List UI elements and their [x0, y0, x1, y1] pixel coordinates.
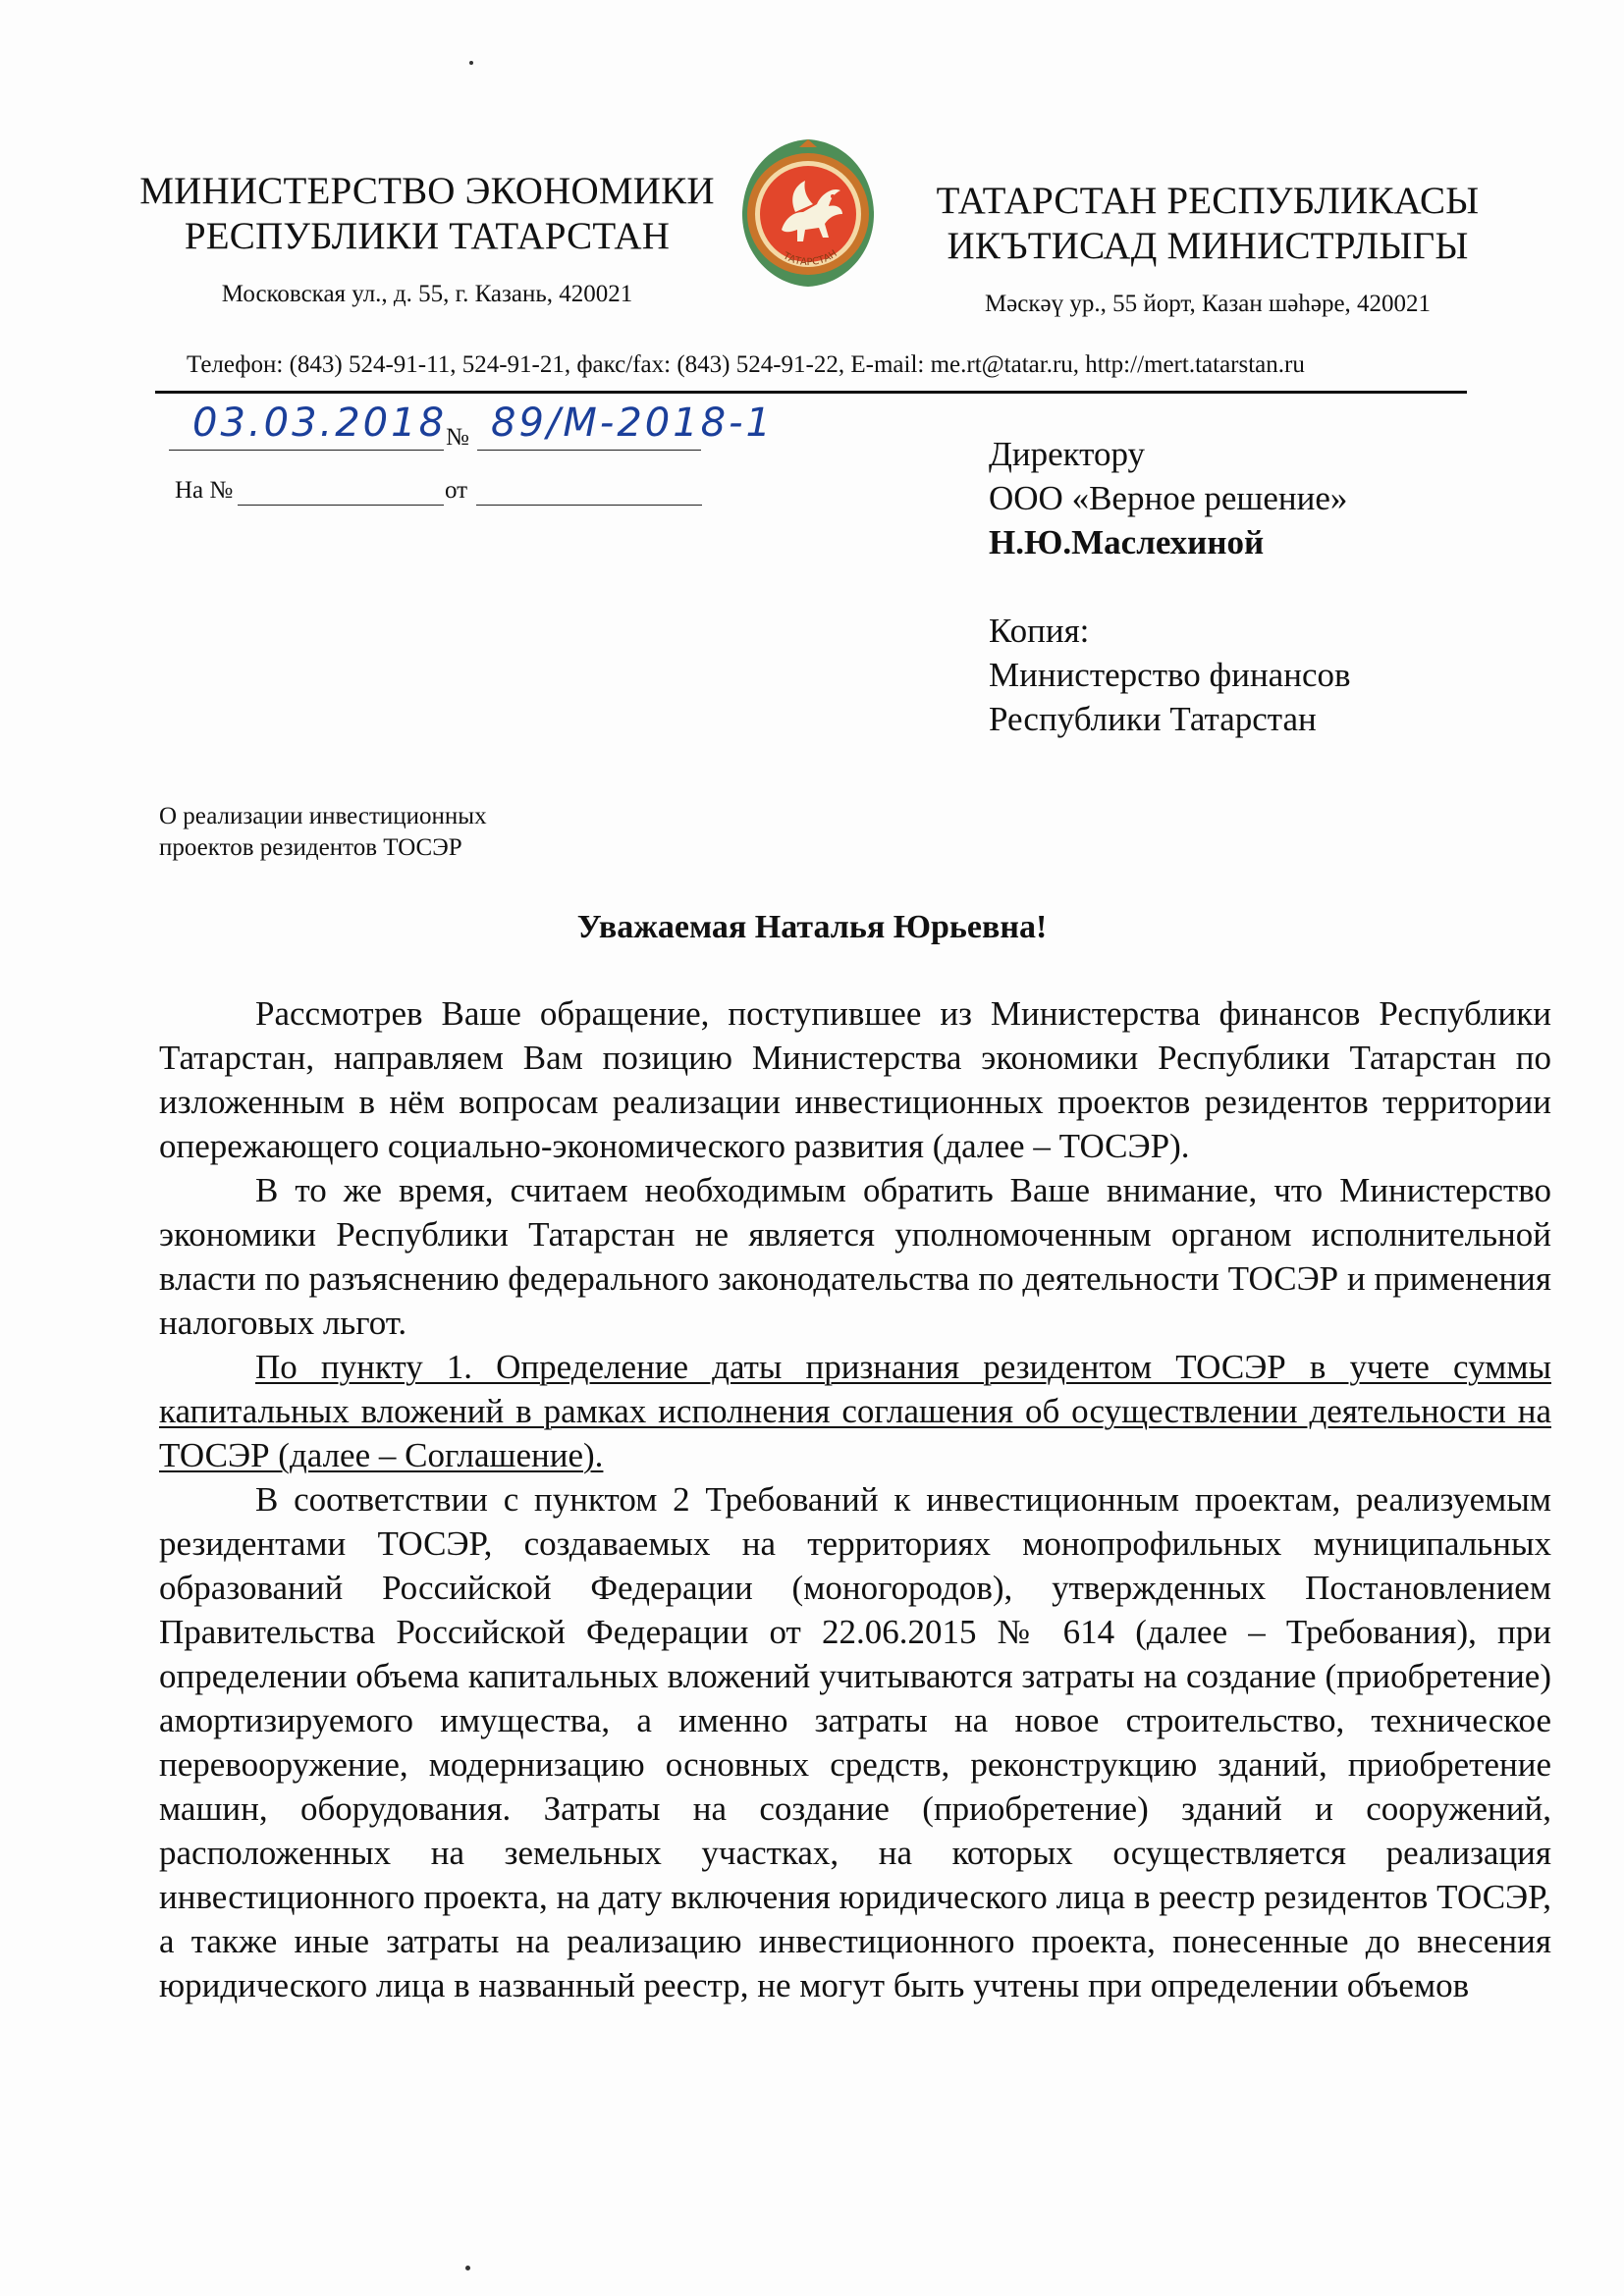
- addressee-company: ООО «Верное решение»: [989, 479, 1348, 517]
- registration-date-underline: [169, 450, 444, 451]
- ministry-address-tatar: Мәскәү ур., 55 йорт, Казан шәһәре, 420021: [984, 291, 1432, 317]
- registration-number-underline: [477, 450, 701, 451]
- registration-date: 03.03.2018: [192, 400, 448, 446]
- emblem-seal-text: ТАТАРСТАН: [781, 248, 839, 269]
- registration-number: 89/М-2018-1: [491, 400, 774, 446]
- letter-body: [159, 991, 1551, 2007]
- body-paragraph: В то же время, считаем необходимым обратить Ваше внимание, что Министерство экономики Республики Татарстан не является уполномоченным органом исполнительной власти по разъяснению федерального законодательства по деятельности ТОСЭР и применения налоговых льгот.: [159, 1171, 1551, 1342]
- copy-recipient-line-2: Республики Татарстан: [989, 700, 1317, 738]
- salutation: Уважаемая Наталья Юрьевна!: [576, 909, 1048, 945]
- letter-subject: [159, 801, 487, 864]
- ministry-address-russian: Московская ул., д. 55, г. Казань, 420021: [221, 281, 633, 307]
- body-paragraph-underlined: По пункту 1. Определение даты признания резидентом ТОСЭР в учете суммы капитальных вложений в рамках исполнения соглашения об осуществлении деятельности на ТОСЭР (далее – Соглашение).: [159, 1348, 1551, 1474]
- reference-number-label: На №: [175, 477, 234, 504]
- ministry-name-tatar-line-1: ТАТАРСТАН РЕСПУБЛИКАСЫ: [936, 180, 1480, 222]
- reference-date-blank: [476, 505, 702, 506]
- header-divider: [155, 391, 1467, 394]
- tatarstan-emblem-icon: [734, 135, 882, 293]
- body-paragraph: Рассмотрев Ваше обращение, поступившее из Министерства финансов Республики Татарстан, направляем Вам позицию Министерства экономики Республики Татарстан по изложенным в нём вопросам реализации инвестиционных проектов резидентов территории опережающего социально-экономического развития (далее – ТОСЭР).: [159, 994, 1551, 1165]
- ministry-name-tatar-line-2: ИКЪТИСАД МИНИСТРЛЫГЫ: [947, 225, 1469, 267]
- ministry-name-line-1: МИНИСТЕРСТВО ЭКОНОМИКИ: [139, 170, 715, 212]
- reference-date-label: от: [445, 477, 468, 504]
- subject-line-2: проектов резидентов ТОСЭР: [159, 834, 462, 861]
- ministry-name-tatar: [913, 179, 1502, 318]
- ministry-name-russian: [137, 169, 717, 308]
- addressee-name: Н.Ю.Маслехиной: [989, 523, 1265, 561]
- copy-label: Копия:: [989, 612, 1090, 650]
- addressee-position: Директору: [989, 435, 1146, 473]
- contacts-line: Телефон: (843) 524-91-11, 524-91-21, факс/fax: (843) 524-91-22, E-mail: me.rt@tatar.ru, http://mert.tatarstan.ru: [187, 351, 1305, 378]
- copy-recipient-line-1: Министерство финансов: [989, 656, 1351, 694]
- copy-recipient-block: [989, 609, 1351, 741]
- subject-line-1: О реализации инвестиционных: [159, 803, 487, 829]
- reference-number-blank: [238, 505, 444, 506]
- registration-number-sign: №: [446, 424, 469, 451]
- ministry-name-line-2: РЕСПУБЛИКИ ТАТАРСТАН: [184, 215, 671, 257]
- addressee-block: [989, 432, 1347, 564]
- body-paragraph: В соответствии с пунктом 2 Требований к инвестиционным проектам, реализуемым резидентами ТОСЭР, создаваемых на территориях монопрофильных муниципальных образований Российской Федерации (моногородов), утвержденных Постановлением Правительства Российской Федерации от 22.06.2015 № 614 (далее – Требования), при определении объема капитальных вложений учитываются затраты на создание (приобретение) амортизируемого имущества, а именно затраты на новое строительство, техническое перевооружение, модернизацию основных средств, реконструкцию зданий, приобретение машин, оборудования. Затраты на создание (приобретение) зданий и сооружений, расположенных на земельных участках, на которых осуществляется реализация инвестиционного проекта, на дату включения юридического лица в реестр резидентов ТОСЭР, а также иные затраты на реализацию инвестиционного проекта, понесенные до внесения юридического лица в названный реестр, не могут быть учтены при определении объемов: [159, 1480, 1551, 2004]
- scan-speck: [469, 61, 473, 65]
- scan-speck: [465, 2266, 470, 2270]
